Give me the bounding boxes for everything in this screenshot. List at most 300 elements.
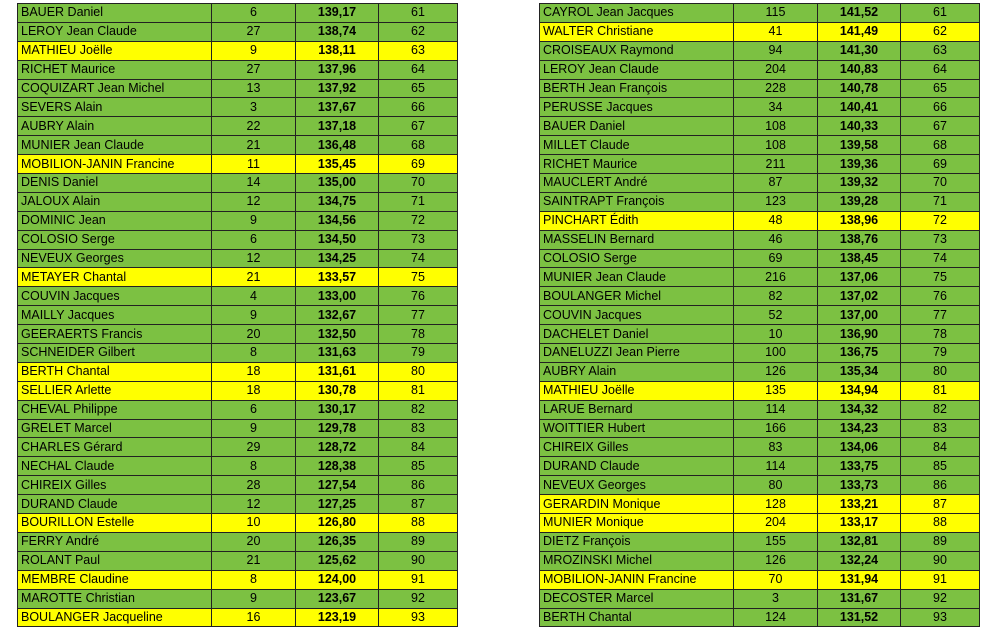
name-cell: CHEVAL Philippe: [18, 400, 212, 419]
count-cell: 108: [734, 117, 818, 136]
count-cell: 80: [734, 476, 818, 495]
name-cell: CAYROL Jean Jacques: [540, 4, 734, 23]
name-cell: AUBRY Alain: [540, 362, 734, 381]
table-row: [18, 98, 458, 117]
table-row: [18, 22, 458, 41]
rank-cell: 71: [379, 192, 458, 211]
score-cell: 138,74: [296, 22, 379, 41]
table-row: [18, 268, 458, 287]
table-row: [18, 476, 458, 495]
table-row: [18, 192, 458, 211]
count-cell: 114: [734, 457, 818, 476]
score-cell: 137,00: [818, 306, 901, 325]
table-row: [18, 495, 458, 514]
count-cell: 87: [734, 174, 818, 193]
name-cell: BAUER Daniel: [18, 4, 212, 23]
score-cell: 135,34: [818, 362, 901, 381]
count-cell: 124: [734, 608, 818, 627]
rank-cell: 83: [379, 419, 458, 438]
rank-cell: 65: [901, 79, 980, 98]
table-row: [540, 79, 980, 98]
name-cell: MROZINSKI Michel: [540, 551, 734, 570]
table-row: [18, 41, 458, 60]
score-cell: 139,58: [818, 136, 901, 155]
count-cell: 6: [212, 400, 296, 419]
count-cell: 10: [734, 325, 818, 344]
rank-cell: 63: [379, 41, 458, 60]
count-cell: 34: [734, 98, 818, 117]
score-cell: 131,52: [818, 608, 901, 627]
table-row: [540, 306, 980, 325]
score-cell: 131,94: [818, 570, 901, 589]
score-cell: 134,50: [296, 230, 379, 249]
rank-cell: 82: [901, 400, 980, 419]
table-row: [540, 532, 980, 551]
rank-cell: 84: [901, 438, 980, 457]
rank-cell: 62: [901, 22, 980, 41]
count-cell: 3: [734, 589, 818, 608]
score-cell: 134,94: [818, 381, 901, 400]
name-cell: BOURILLON Estelle: [18, 514, 212, 533]
name-cell: MUNIER Jean Claude: [540, 268, 734, 287]
rank-cell: 70: [379, 174, 458, 193]
table-row: [540, 192, 980, 211]
name-cell: BOULANGER Michel: [540, 287, 734, 306]
name-cell: PERUSSE Jacques: [540, 98, 734, 117]
count-cell: 13: [212, 79, 296, 98]
table-row: [540, 495, 980, 514]
count-cell: 128: [734, 495, 818, 514]
count-cell: 41: [734, 22, 818, 41]
rank-cell: 66: [379, 98, 458, 117]
name-cell: MEMBRE Claudine: [18, 570, 212, 589]
count-cell: 94: [734, 41, 818, 60]
score-cell: 133,00: [296, 287, 379, 306]
table-row: [18, 174, 458, 193]
name-cell: CROISEAUX Raymond: [540, 41, 734, 60]
table-row: [540, 287, 980, 306]
name-cell: MAUCLERT André: [540, 174, 734, 193]
name-cell: GRELET Marcel: [18, 419, 212, 438]
name-cell: AUBRY Alain: [18, 117, 212, 136]
score-cell: 141,52: [818, 4, 901, 23]
score-cell: 134,25: [296, 249, 379, 268]
count-cell: 52: [734, 306, 818, 325]
name-cell: BERTH Chantal: [540, 608, 734, 627]
score-cell: 127,54: [296, 476, 379, 495]
score-cell: 133,21: [818, 495, 901, 514]
name-cell: MOBILION-JANIN Francine: [540, 570, 734, 589]
score-cell: 135,45: [296, 155, 379, 174]
score-cell: 137,92: [296, 79, 379, 98]
table-row: [18, 211, 458, 230]
table-row: [18, 117, 458, 136]
name-cell: CHIREIX Gilles: [540, 438, 734, 457]
score-cell: 136,48: [296, 136, 379, 155]
rank-cell: 66: [901, 98, 980, 117]
table-row: [540, 514, 980, 533]
rank-cell: 77: [379, 306, 458, 325]
table-row: [540, 457, 980, 476]
count-cell: 108: [734, 136, 818, 155]
rank-cell: 84: [379, 438, 458, 457]
score-cell: 137,06: [818, 268, 901, 287]
count-cell: 21: [212, 268, 296, 287]
name-cell: DIETZ François: [540, 532, 734, 551]
rank-cell: 62: [379, 22, 458, 41]
name-cell: MAROTTE Christian: [18, 589, 212, 608]
rank-cell: 86: [901, 476, 980, 495]
count-cell: 21: [212, 551, 296, 570]
rank-cell: 81: [379, 381, 458, 400]
name-cell: MASSELIN Bernard: [540, 230, 734, 249]
name-cell: ROLANT Paul: [18, 551, 212, 570]
table-row: [540, 60, 980, 79]
score-cell: 131,67: [818, 589, 901, 608]
score-cell: 126,80: [296, 514, 379, 533]
right-ranking-table: [539, 3, 980, 627]
rank-cell: 69: [901, 155, 980, 174]
rank-cell: 73: [901, 230, 980, 249]
name-cell: BERTH Jean François: [540, 79, 734, 98]
name-cell: DURAND Claude: [540, 457, 734, 476]
count-cell: 8: [212, 344, 296, 363]
name-cell: RICHET Maurice: [540, 155, 734, 174]
name-cell: NEVEUX Georges: [18, 249, 212, 268]
table-row: [540, 174, 980, 193]
score-cell: 138,96: [818, 211, 901, 230]
score-cell: 130,17: [296, 400, 379, 419]
score-cell: 125,62: [296, 551, 379, 570]
count-cell: 204: [734, 514, 818, 533]
rank-cell: 75: [379, 268, 458, 287]
score-cell: 132,81: [818, 532, 901, 551]
score-cell: 140,83: [818, 60, 901, 79]
name-cell: LEROY Jean Claude: [18, 22, 212, 41]
rank-cell: 91: [901, 570, 980, 589]
rank-cell: 81: [901, 381, 980, 400]
table-row: [540, 41, 980, 60]
table-row: [18, 325, 458, 344]
left-ranking-table: [17, 3, 458, 627]
rank-cell: 90: [379, 551, 458, 570]
count-cell: 6: [212, 230, 296, 249]
count-cell: 20: [212, 325, 296, 344]
score-cell: 123,67: [296, 589, 379, 608]
name-cell: SEVERS Alain: [18, 98, 212, 117]
rank-cell: 63: [901, 41, 980, 60]
count-cell: 20: [212, 532, 296, 551]
table-row: [540, 98, 980, 117]
name-cell: GEERAERTS Francis: [18, 325, 212, 344]
score-cell: 134,75: [296, 192, 379, 211]
rank-cell: 83: [901, 419, 980, 438]
count-cell: 28: [212, 476, 296, 495]
count-cell: 126: [734, 551, 818, 570]
name-cell: DANELUZZI Jean Pierre: [540, 344, 734, 363]
name-cell: MUNIER Monique: [540, 514, 734, 533]
rank-cell: 61: [901, 4, 980, 23]
score-cell: 134,06: [818, 438, 901, 457]
count-cell: 29: [212, 438, 296, 457]
score-cell: 141,30: [818, 41, 901, 60]
name-cell: DECOSTER Marcel: [540, 589, 734, 608]
name-cell: MILLET Claude: [540, 136, 734, 155]
score-cell: 141,49: [818, 22, 901, 41]
score-cell: 137,02: [818, 287, 901, 306]
table-row: [18, 514, 458, 533]
score-cell: 135,00: [296, 174, 379, 193]
table-row: [540, 268, 980, 287]
count-cell: 83: [734, 438, 818, 457]
table-row: [540, 476, 980, 495]
score-cell: 127,25: [296, 495, 379, 514]
count-cell: 4: [212, 287, 296, 306]
score-cell: 137,96: [296, 60, 379, 79]
table-row: [540, 608, 980, 627]
score-cell: 132,50: [296, 325, 379, 344]
count-cell: 12: [212, 192, 296, 211]
rank-cell: 79: [901, 344, 980, 363]
name-cell: BERTH Chantal: [18, 362, 212, 381]
score-cell: 129,78: [296, 419, 379, 438]
table-row: [18, 551, 458, 570]
score-cell: 123,19: [296, 608, 379, 627]
score-cell: 128,72: [296, 438, 379, 457]
rank-cell: 68: [379, 136, 458, 155]
count-cell: 114: [734, 400, 818, 419]
score-cell: 139,36: [818, 155, 901, 174]
name-cell: SCHNEIDER Gilbert: [18, 344, 212, 363]
rank-cell: 88: [379, 514, 458, 533]
name-cell: SAINTRAPT François: [540, 192, 734, 211]
count-cell: 16: [212, 608, 296, 627]
name-cell: MOBILION-JANIN Francine: [18, 155, 212, 174]
table-row: [540, 589, 980, 608]
rank-cell: 93: [379, 608, 458, 627]
name-cell: GERARDIN Monique: [540, 495, 734, 514]
score-cell: 137,18: [296, 117, 379, 136]
count-cell: 9: [212, 306, 296, 325]
name-cell: WOITTIER Hubert: [540, 419, 734, 438]
table-row: [18, 570, 458, 589]
count-cell: 166: [734, 419, 818, 438]
table-row: [18, 438, 458, 457]
count-cell: 9: [212, 589, 296, 608]
count-cell: 135: [734, 381, 818, 400]
score-cell: 130,78: [296, 381, 379, 400]
name-cell: RICHET Maurice: [18, 60, 212, 79]
table-row: [540, 551, 980, 570]
rank-cell: 88: [901, 514, 980, 533]
table-row: [540, 155, 980, 174]
table-row: [540, 325, 980, 344]
name-cell: DURAND Claude: [18, 495, 212, 514]
score-cell: 133,73: [818, 476, 901, 495]
name-cell: COLOSIO Serge: [540, 249, 734, 268]
name-cell: COLOSIO Serge: [18, 230, 212, 249]
rank-cell: 85: [901, 457, 980, 476]
table-row: [18, 419, 458, 438]
table-row: [540, 381, 980, 400]
rank-cell: 86: [379, 476, 458, 495]
score-cell: 134,56: [296, 211, 379, 230]
count-cell: 8: [212, 457, 296, 476]
table-row: [18, 381, 458, 400]
name-cell: PINCHART Édith: [540, 211, 734, 230]
score-cell: 140,78: [818, 79, 901, 98]
rank-cell: 67: [379, 117, 458, 136]
count-cell: 3: [212, 98, 296, 117]
rank-cell: 65: [379, 79, 458, 98]
count-cell: 18: [212, 381, 296, 400]
table-row: [540, 570, 980, 589]
table-row: [18, 589, 458, 608]
table-row: [18, 79, 458, 98]
count-cell: 82: [734, 287, 818, 306]
rank-cell: 90: [901, 551, 980, 570]
rank-cell: 89: [379, 532, 458, 551]
name-cell: MAILLY Jacques: [18, 306, 212, 325]
rank-cell: 93: [901, 608, 980, 627]
rank-cell: 76: [379, 287, 458, 306]
count-cell: 69: [734, 249, 818, 268]
count-cell: 9: [212, 211, 296, 230]
name-cell: JALOUX Alain: [18, 192, 212, 211]
count-cell: 27: [212, 22, 296, 41]
name-cell: DACHELET Daniel: [540, 325, 734, 344]
name-cell: MATHIEU Joëlle: [18, 41, 212, 60]
count-cell: 126: [734, 362, 818, 381]
name-cell: CHIREIX Gilles: [18, 476, 212, 495]
count-cell: 27: [212, 60, 296, 79]
rank-cell: 92: [901, 589, 980, 608]
name-cell: BAUER Daniel: [540, 117, 734, 136]
score-cell: 137,67: [296, 98, 379, 117]
score-cell: 140,33: [818, 117, 901, 136]
table-row: [540, 136, 980, 155]
score-cell: 139,17: [296, 4, 379, 23]
count-cell: 21: [212, 136, 296, 155]
rank-cell: 87: [379, 495, 458, 514]
score-cell: 133,17: [818, 514, 901, 533]
score-cell: 134,23: [818, 419, 901, 438]
rank-cell: 72: [379, 211, 458, 230]
table-row: [18, 608, 458, 627]
rank-cell: 80: [901, 362, 980, 381]
name-cell: CHARLES Gérard: [18, 438, 212, 457]
count-cell: 14: [212, 174, 296, 193]
rank-cell: 73: [379, 230, 458, 249]
count-cell: 211: [734, 155, 818, 174]
table-row: [540, 400, 980, 419]
table-row: [540, 438, 980, 457]
rank-cell: 61: [379, 4, 458, 23]
name-cell: DENIS Daniel: [18, 174, 212, 193]
rank-cell: 67: [901, 117, 980, 136]
table-row: [18, 532, 458, 551]
name-cell: SELLIER Arlette: [18, 381, 212, 400]
rank-cell: 89: [901, 532, 980, 551]
table-row: [18, 457, 458, 476]
count-cell: 9: [212, 419, 296, 438]
count-cell: 18: [212, 362, 296, 381]
count-cell: 216: [734, 268, 818, 287]
rank-cell: 71: [901, 192, 980, 211]
score-cell: 131,61: [296, 362, 379, 381]
rank-cell: 76: [901, 287, 980, 306]
table-row: [540, 362, 980, 381]
count-cell: 204: [734, 60, 818, 79]
score-cell: 138,45: [818, 249, 901, 268]
rank-cell: 78: [901, 325, 980, 344]
name-cell: METAYER Chantal: [18, 268, 212, 287]
score-cell: 136,75: [818, 344, 901, 363]
table-row: [18, 362, 458, 381]
name-cell: COQUIZART Jean Michel: [18, 79, 212, 98]
rank-cell: 85: [379, 457, 458, 476]
name-cell: BOULANGER Jacqueline: [18, 608, 212, 627]
name-cell: DOMINIC Jean: [18, 211, 212, 230]
count-cell: 115: [734, 4, 818, 23]
count-cell: 12: [212, 249, 296, 268]
table-row: [18, 400, 458, 419]
score-cell: 131,63: [296, 344, 379, 363]
table-row: [540, 419, 980, 438]
rank-cell: 91: [379, 570, 458, 589]
score-cell: 132,67: [296, 306, 379, 325]
score-cell: 132,24: [818, 551, 901, 570]
count-cell: 70: [734, 570, 818, 589]
score-cell: 124,00: [296, 570, 379, 589]
name-cell: FERRY André: [18, 532, 212, 551]
score-cell: 138,11: [296, 41, 379, 60]
name-cell: COUVIN Jacques: [18, 287, 212, 306]
table-row: [18, 249, 458, 268]
rank-cell: 64: [379, 60, 458, 79]
name-cell: COUVIN Jacques: [540, 306, 734, 325]
rank-cell: 77: [901, 306, 980, 325]
name-cell: LARUE Bernard: [540, 400, 734, 419]
score-cell: 140,41: [818, 98, 901, 117]
table-row: [540, 117, 980, 136]
count-cell: 12: [212, 495, 296, 514]
score-cell: 139,32: [818, 174, 901, 193]
table-row: [540, 344, 980, 363]
rank-cell: 78: [379, 325, 458, 344]
rank-cell: 69: [379, 155, 458, 174]
name-cell: MATHIEU Joëlle: [540, 381, 734, 400]
table-row: [540, 211, 980, 230]
count-cell: 155: [734, 532, 818, 551]
rank-cell: 72: [901, 211, 980, 230]
score-cell: 138,76: [818, 230, 901, 249]
score-cell: 136,90: [818, 325, 901, 344]
count-cell: 100: [734, 344, 818, 363]
rank-cell: 64: [901, 60, 980, 79]
rank-cell: 82: [379, 400, 458, 419]
name-cell: LEROY Jean Claude: [540, 60, 734, 79]
name-cell: NEVEUX Georges: [540, 476, 734, 495]
rank-cell: 92: [379, 589, 458, 608]
rank-cell: 74: [901, 249, 980, 268]
score-cell: 139,28: [818, 192, 901, 211]
count-cell: 10: [212, 514, 296, 533]
rank-cell: 75: [901, 268, 980, 287]
count-cell: 9: [212, 41, 296, 60]
left-ranking-body: [18, 4, 458, 627]
table-row: [540, 249, 980, 268]
